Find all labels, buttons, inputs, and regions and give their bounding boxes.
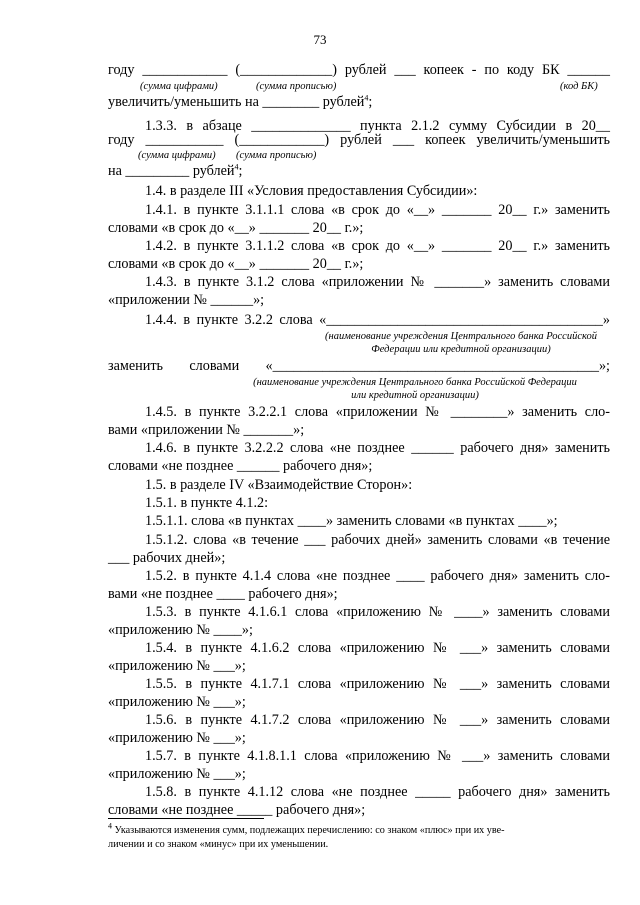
footnote-ref: 4 — [364, 93, 369, 103]
text-line: на _________ рублей$^4$; — [108, 162, 243, 179]
page-number: 73 — [313, 32, 327, 47]
text-line: 1.5.1.2. слова «в течение ___ рабочих дней» заменить словами «в течение — [145, 532, 610, 548]
text-line: «приложению № ___»; — [108, 658, 246, 674]
text-line: 1.5.6. в пункте 4.1.7.2 слова «приложению № ___» заменить словами — [145, 712, 610, 728]
text-line: году ___________ (____________) рублей ___ копеек увеличить/уменьшить — [108, 132, 610, 148]
text-line: 1.4.5. в пункте 3.2.2.1 слова «приложении № ________» заменить сло- — [145, 404, 610, 420]
text-line: 1.4.4. в пункте 3.2.2 слова «_______________________________________» — [145, 312, 610, 328]
text-line: вами «не позднее ____ рабочего дня»; — [108, 586, 338, 602]
text-line-content: на _________ рублей — [108, 163, 235, 179]
text-line: словами «в срок до «__» _______ 20__ г.»; — [108, 256, 364, 272]
text-line: увеличить/уменьшить на ________ рублей$^4$; — [108, 93, 373, 110]
text-line: словами «в срок до «__» _______ 20__ г.»; — [108, 220, 364, 236]
caption-bank-name: (наименование учреждения Центрального банка Российской Федерации или кредитной организации) — [253, 377, 577, 401]
text-line: 1.4.3. в пункте 3.1.2 слова «приложении № _______» заменить словами — [145, 274, 610, 290]
text-line: 1.3.3. в абзаце ______________ пункта 2.1.2 сумму Субсидии в 20__ — [145, 118, 610, 134]
text-line: 1.5.4. в пункте 4.1.6.2 слова «приложению № ___» заменить словами — [145, 640, 610, 656]
footnote-line — [108, 821, 610, 838]
caption-sum-digits: (сумма цифрами) — [138, 150, 216, 161]
footnote-mark: 4 — [108, 821, 112, 831]
footnote-line: личении и со знаком «минус» при их уменьшении. — [108, 839, 329, 850]
text-line: «приложению № ___»; — [108, 730, 246, 746]
text-line: «приложении № ______»; — [108, 292, 265, 308]
text-line: 1.5.7. в пункте 4.1.8.1.1 слова «приложению № ___» заменить словами — [145, 748, 610, 764]
text-line: 1.4.1. в пункте 3.1.1.1 слова «в срок до «__» _______ 20__ г.» заменить — [145, 202, 610, 218]
caption-sum-digits: (сумма цифрами) — [140, 81, 218, 92]
text-line: 1.5.2. в пункте 4.1.4 слова «не позднее ____ рабочего дня» заменить сло- — [145, 568, 610, 584]
text-line-content: увеличить/уменьшить на ________ рублей — [108, 94, 365, 110]
caption-bank-name: (наименование учреждения Центрального банка Российской Федерации или кредитной организации) — [324, 331, 598, 355]
text-line: 1.4. в разделе III «Условия предоставления Субсидии»: — [145, 183, 478, 199]
text-line: 1.5.3. в пункте 4.1.6.1 слова «приложению № ____» заменить словами — [145, 604, 610, 620]
text-line: «приложению № ___»; — [108, 766, 246, 782]
text-line: «приложению № ___»; — [108, 694, 246, 710]
text-line: 1.5.1.1. слова «в пунктах ____» заменить словами «в пунктах ____»; — [145, 513, 558, 529]
text-line: 1.5.5. в пункте 4.1.7.1 слова «приложению № ___» заменить словами — [145, 676, 610, 692]
text-line: году ____________ (_____________) рублей ___ копеек - по коду БК ______ — [108, 62, 610, 78]
text-line: 1.5. в разделе IV «Взаимодействие Сторон»: — [145, 477, 413, 493]
text-line: 1.4.6. в пункте 3.2.2.2 слова «не позднее ______ рабочего дня» заменить — [145, 440, 610, 456]
text-line: словами «не позднее ______ рабочего дня»; — [108, 458, 373, 474]
caption-sum-words: (сумма прописью) — [236, 150, 317, 161]
footnote-text: Указываются изменения сумм, подлежащих перечислению: со знаком «плюс» при их уве- — [112, 825, 505, 836]
footnote-separator — [108, 818, 264, 819]
text-line: словами «не позднее _____ рабочего дня»; — [108, 802, 366, 818]
footnote-ref: 4 — [234, 162, 239, 172]
text-line: «приложению № ____»; — [108, 622, 253, 638]
text-line: ___ рабочих дней»; — [108, 550, 226, 566]
caption-sum-words: (сумма прописью) — [256, 81, 337, 92]
caption-bk-code: (код БК) — [560, 81, 598, 92]
text-line: 1.4.2. в пункте 3.1.1.2 слова «в срок до «__» _______ 20__ г.» заменить — [145, 238, 610, 254]
text-line: 1.5.1. в пункте 4.1.2: — [145, 495, 269, 511]
text-line: заменить словами «______________________________________________»; — [108, 358, 610, 374]
text-line: 1.5.8. в пункте 4.1.12 слова «не позднее _____ рабочего дня» заменить — [145, 784, 610, 800]
text-line: вами «приложении № _______»; — [108, 422, 305, 438]
